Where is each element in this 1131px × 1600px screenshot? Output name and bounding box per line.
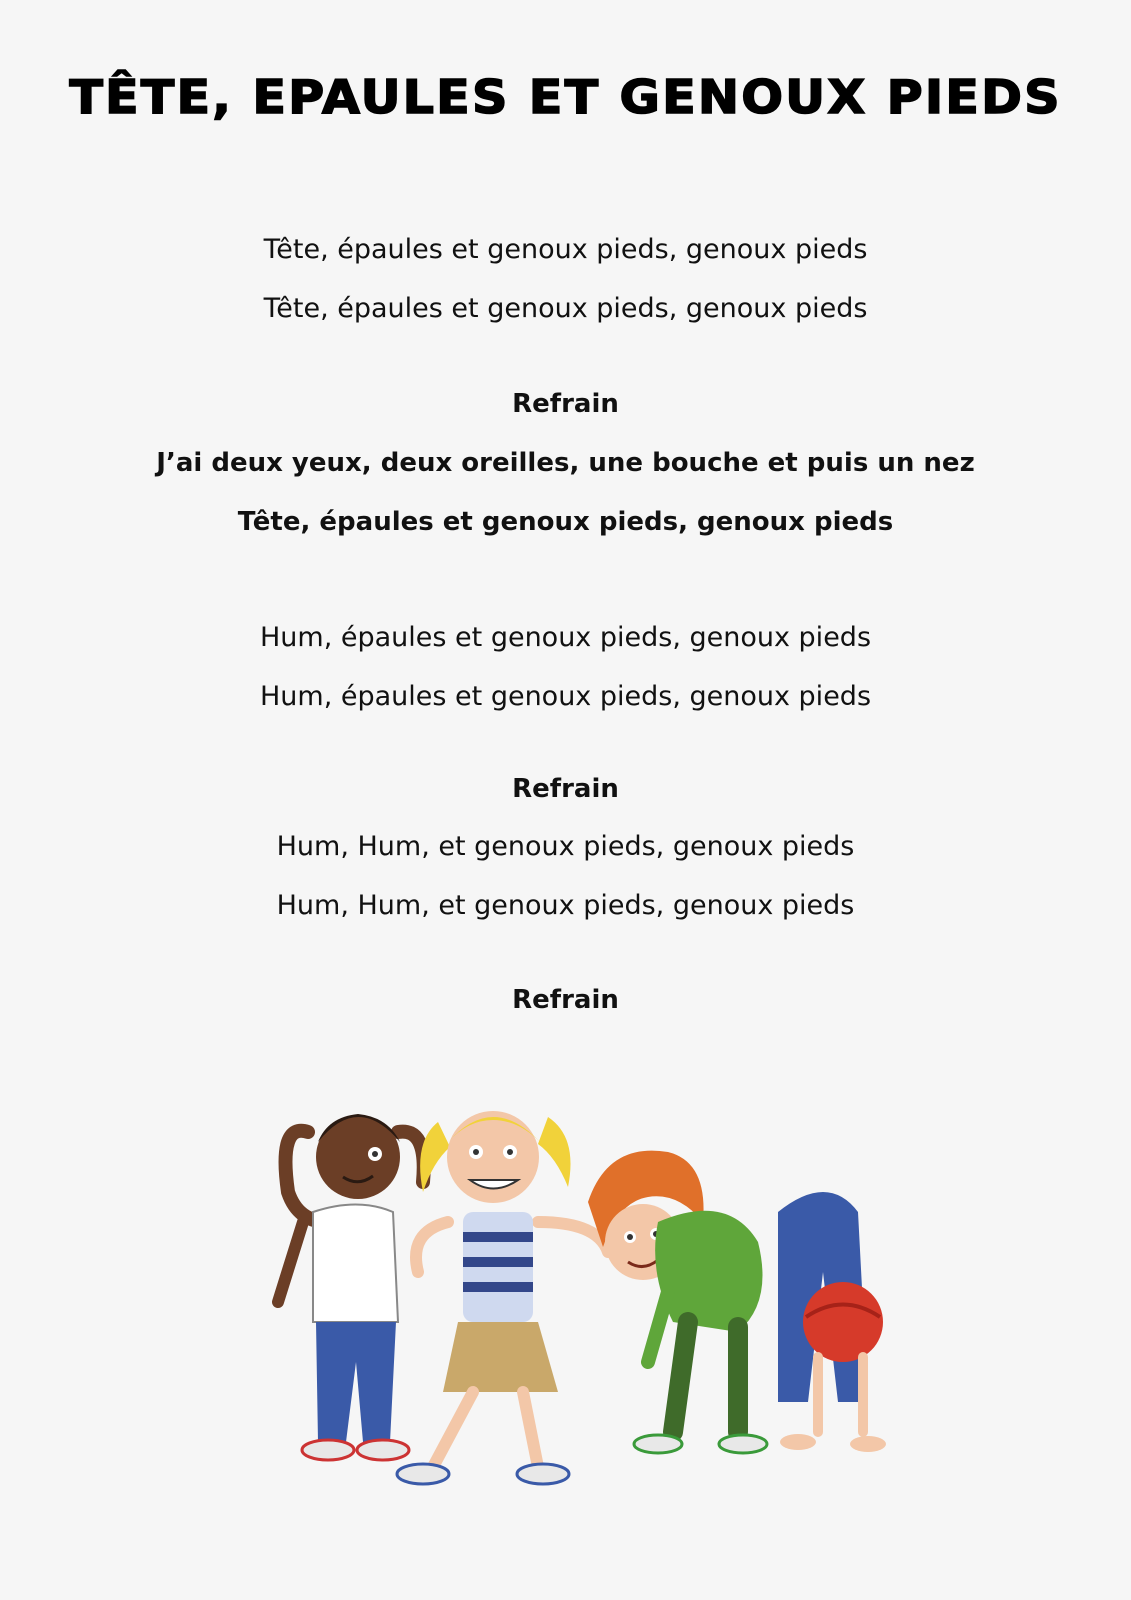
boy-touching-toes-figure <box>778 1192 886 1452</box>
lyric-line: Hum, Hum, et genoux pieds, genoux pieds <box>276 831 855 862</box>
lyric-line: Tête, épaules et genoux pieds, genoux pieds <box>263 293 868 324</box>
lyric-line: Hum, épaules et genoux pieds, genoux pieds <box>259 681 872 712</box>
lyric-line: Tête, épaules et genoux pieds, genoux pieds <box>263 234 868 265</box>
refrain-label: Refrain <box>512 774 619 804</box>
refrain-label: Refrain <box>512 985 619 1015</box>
refrain-line: J’ai deux yeux, deux oreilles, une bouche et puis un nez <box>156 448 975 478</box>
refrain-line: Tête, épaules et genoux pieds, genoux pieds <box>237 507 894 537</box>
lyric-line: Hum, épaules et genoux pieds, genoux pieds <box>259 622 872 653</box>
song-title: TÊTE, EPAULES ET GENOUX PIEDS <box>69 70 1062 124</box>
refrain-label: Refrain <box>512 389 619 419</box>
boy-hands-on-head-figure <box>278 1114 424 1460</box>
lyric-line: Hum, Hum, et genoux pieds, genoux pieds <box>276 890 855 921</box>
blonde-girl-figure <box>397 1111 608 1484</box>
redhead-girl-bending-figure <box>588 1151 767 1453</box>
children-illustration <box>218 1072 904 1512</box>
